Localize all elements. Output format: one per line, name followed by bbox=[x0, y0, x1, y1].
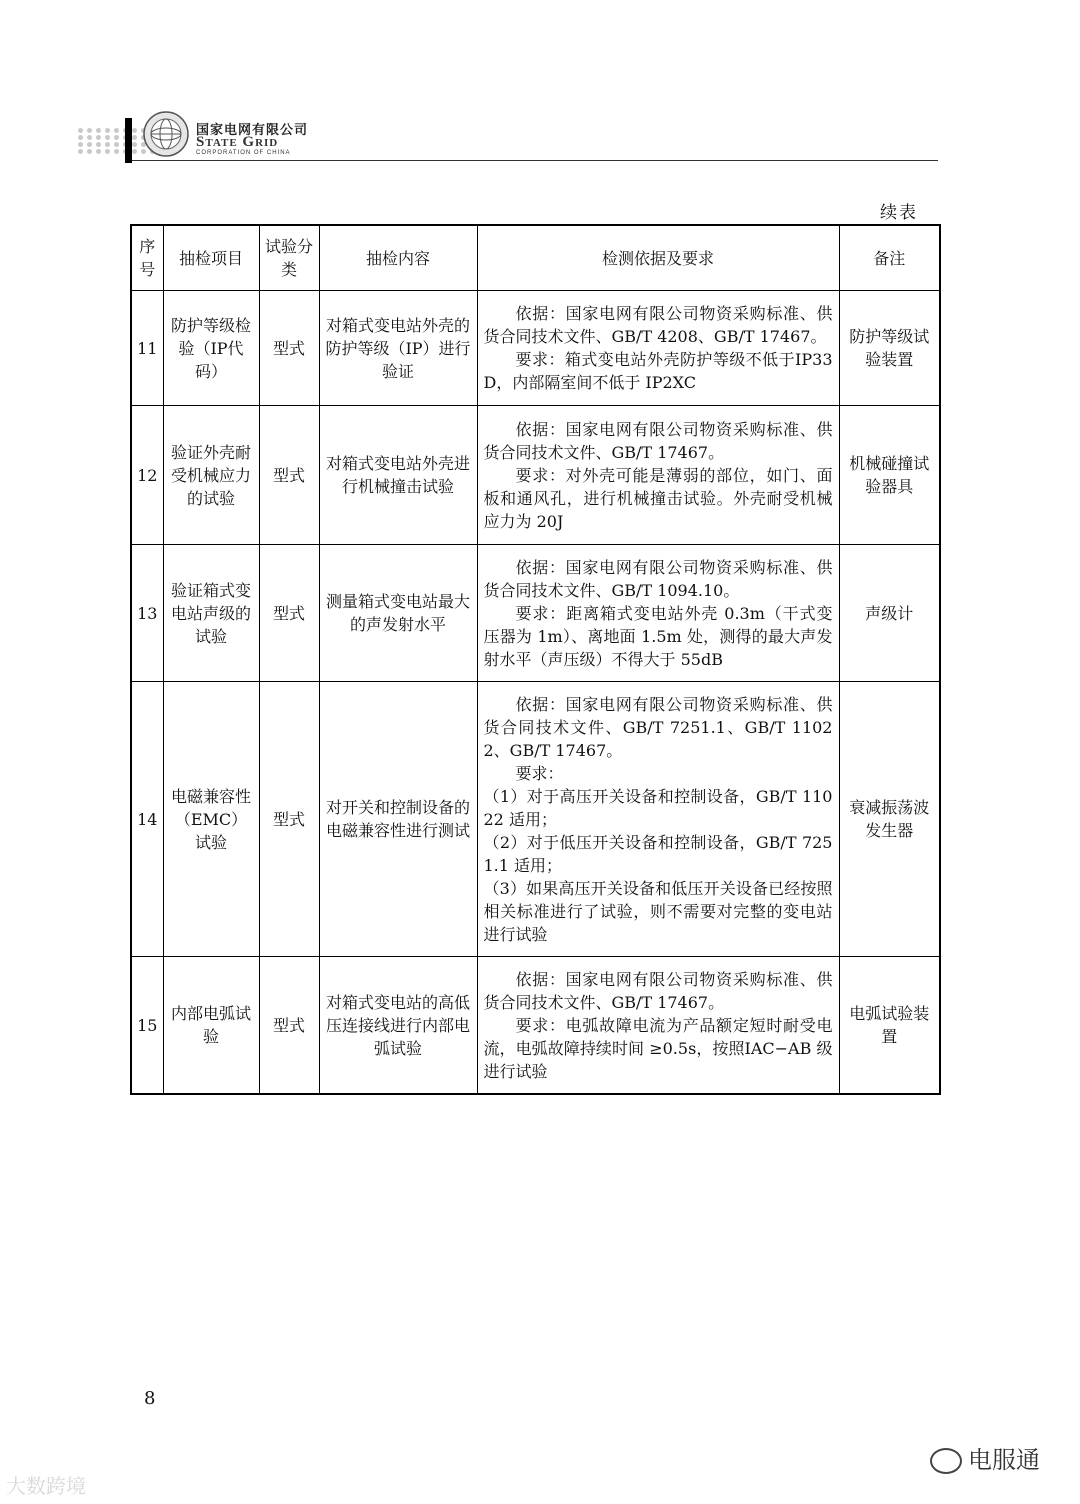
cell-category: 型式 bbox=[259, 291, 319, 406]
cell-content: 对箱式变电站外壳进行机械撞击试验 bbox=[319, 406, 477, 545]
inspection-table bbox=[130, 224, 941, 1095]
watermark-right-text: 电服通 bbox=[968, 1446, 1040, 1474]
cell-no: 13 bbox=[131, 545, 163, 682]
table-header-row bbox=[131, 225, 940, 291]
watermark-right bbox=[930, 1440, 1040, 1475]
basis-line: （2）对于低压开关设备和控制设备，GB/T 7251.1 适用； bbox=[483, 832, 833, 875]
table-row bbox=[131, 682, 940, 957]
cell-category: 型式 bbox=[259, 957, 319, 1095]
cell-item: 防护等级检验（IP代码） bbox=[163, 291, 259, 406]
basis-line: 依据：国家电网有限公司物资采购标准、供货合同技术文件、GB/T 4208、GB/T 17467。 bbox=[483, 304, 833, 346]
header-note: 备注 bbox=[839, 225, 940, 291]
wechat-icon bbox=[930, 1448, 962, 1474]
header-no: 序号 bbox=[131, 225, 163, 291]
state-grid-logo-icon bbox=[142, 110, 190, 158]
header-content: 抽检内容 bbox=[319, 225, 477, 291]
cell-content: 对箱式变电站外壳的防护等级（IP）进行验证 bbox=[319, 291, 477, 406]
cell-content: 对开关和控制设备的电磁兼容性进行测试 bbox=[319, 682, 477, 957]
cell-basis bbox=[477, 291, 839, 406]
cell-note: 电弧试验装置 bbox=[839, 957, 940, 1095]
basis-line: 依据：国家电网有限公司物资采购标准、供货合同技术文件、GB/T 1094.10。 bbox=[483, 557, 833, 600]
table-row bbox=[131, 406, 940, 545]
cell-no: 12 bbox=[131, 406, 163, 545]
cell-category: 型式 bbox=[259, 406, 319, 545]
basis-line: 要求：距离箱式变电站外壳 0.3m（干式变压器为 1m）、离地面 1.5m 处，测得的最大声发射水平（声压级）不得大于 55dB bbox=[483, 603, 833, 669]
cell-item: 内部电弧试验 bbox=[163, 957, 259, 1095]
table-row bbox=[131, 545, 940, 682]
table-row bbox=[131, 957, 940, 1095]
basis-line: 要求：对外壳可能是薄弱的部位，如门、面板和通风孔，进行机械撞击试验。外壳耐受机械应力为 20J bbox=[483, 465, 833, 531]
continued-label: 续表 bbox=[880, 203, 918, 223]
company-name-cn: 国家电网有限公司 bbox=[196, 123, 309, 138]
cell-basis bbox=[477, 682, 839, 957]
basis-line: 要求： bbox=[515, 763, 564, 783]
basis-line: 依据：国家电网有限公司物资采购标准、供货合同技术文件、GB/T 17467。 bbox=[483, 419, 833, 462]
cell-no: 11 bbox=[131, 291, 163, 406]
basis-line: （3）如果高压开关设备和低压开关设备已经按照相关标准进行了试验，则不需要对完整的变电站进行试验 bbox=[483, 878, 833, 944]
cell-no: 14 bbox=[131, 682, 163, 957]
basis-line: 依据：国家电网有限公司物资采购标准、供货合同技术文件、GB/T 7251.1、GB/T 11022、GB/T 17467。 bbox=[483, 694, 833, 760]
cell-category: 型式 bbox=[259, 545, 319, 682]
cell-note: 机械碰撞试验器具 bbox=[839, 406, 940, 545]
cell-note: 衰减振荡波发生器 bbox=[839, 682, 940, 957]
watermark-left: 大数跨境 bbox=[6, 1474, 86, 1498]
header-basis: 检测依据及要求 bbox=[477, 225, 839, 291]
company-name-en-sub: CORPORATION OF CHINA bbox=[196, 150, 291, 156]
cell-note: 声级计 bbox=[839, 545, 940, 682]
header-item: 抽检项目 bbox=[163, 225, 259, 291]
basis-line: 要求：电弧故障电流为产品额定短时耐受电流，电弧故障持续时间 ≥0.5s，按照IAC−AB 级进行试验 bbox=[483, 1015, 833, 1081]
page-number: 8 bbox=[144, 1388, 156, 1409]
basis-line: 要求：箱式变电站外壳防护等级不低于IP33D，内部隔室间不低于 IP2XC bbox=[483, 350, 833, 392]
cell-item: 验证箱式变电站声级的试验 bbox=[163, 545, 259, 682]
cell-category: 型式 bbox=[259, 682, 319, 957]
header-category: 试验分类 bbox=[259, 225, 319, 291]
cell-basis bbox=[477, 406, 839, 545]
table-row bbox=[131, 291, 940, 406]
cell-basis bbox=[477, 957, 839, 1095]
header-bar bbox=[125, 118, 132, 163]
cell-item: 验证外壳耐受机械应力的试验 bbox=[163, 406, 259, 545]
cell-content: 测量箱式变电站最大的声发射水平 bbox=[319, 545, 477, 682]
page-header bbox=[0, 0, 1080, 175]
cell-basis bbox=[477, 545, 839, 682]
basis-line: 依据：国家电网有限公司物资采购标准、供货合同技术文件、GB/T 17467。 bbox=[483, 969, 833, 1012]
company-name-en: State Grid bbox=[196, 134, 279, 150]
cell-item: 电磁兼容性（EMC）试验 bbox=[163, 682, 259, 957]
header-divider bbox=[132, 160, 938, 161]
cell-content: 对箱式变电站的高低压连接线进行内部电弧试验 bbox=[319, 957, 477, 1095]
cell-no: 15 bbox=[131, 957, 163, 1095]
basis-line: （1）对于高压开关设备和控制设备，GB/T 11022 适用； bbox=[483, 786, 833, 829]
cell-note: 防护等级试验装置 bbox=[839, 291, 940, 406]
